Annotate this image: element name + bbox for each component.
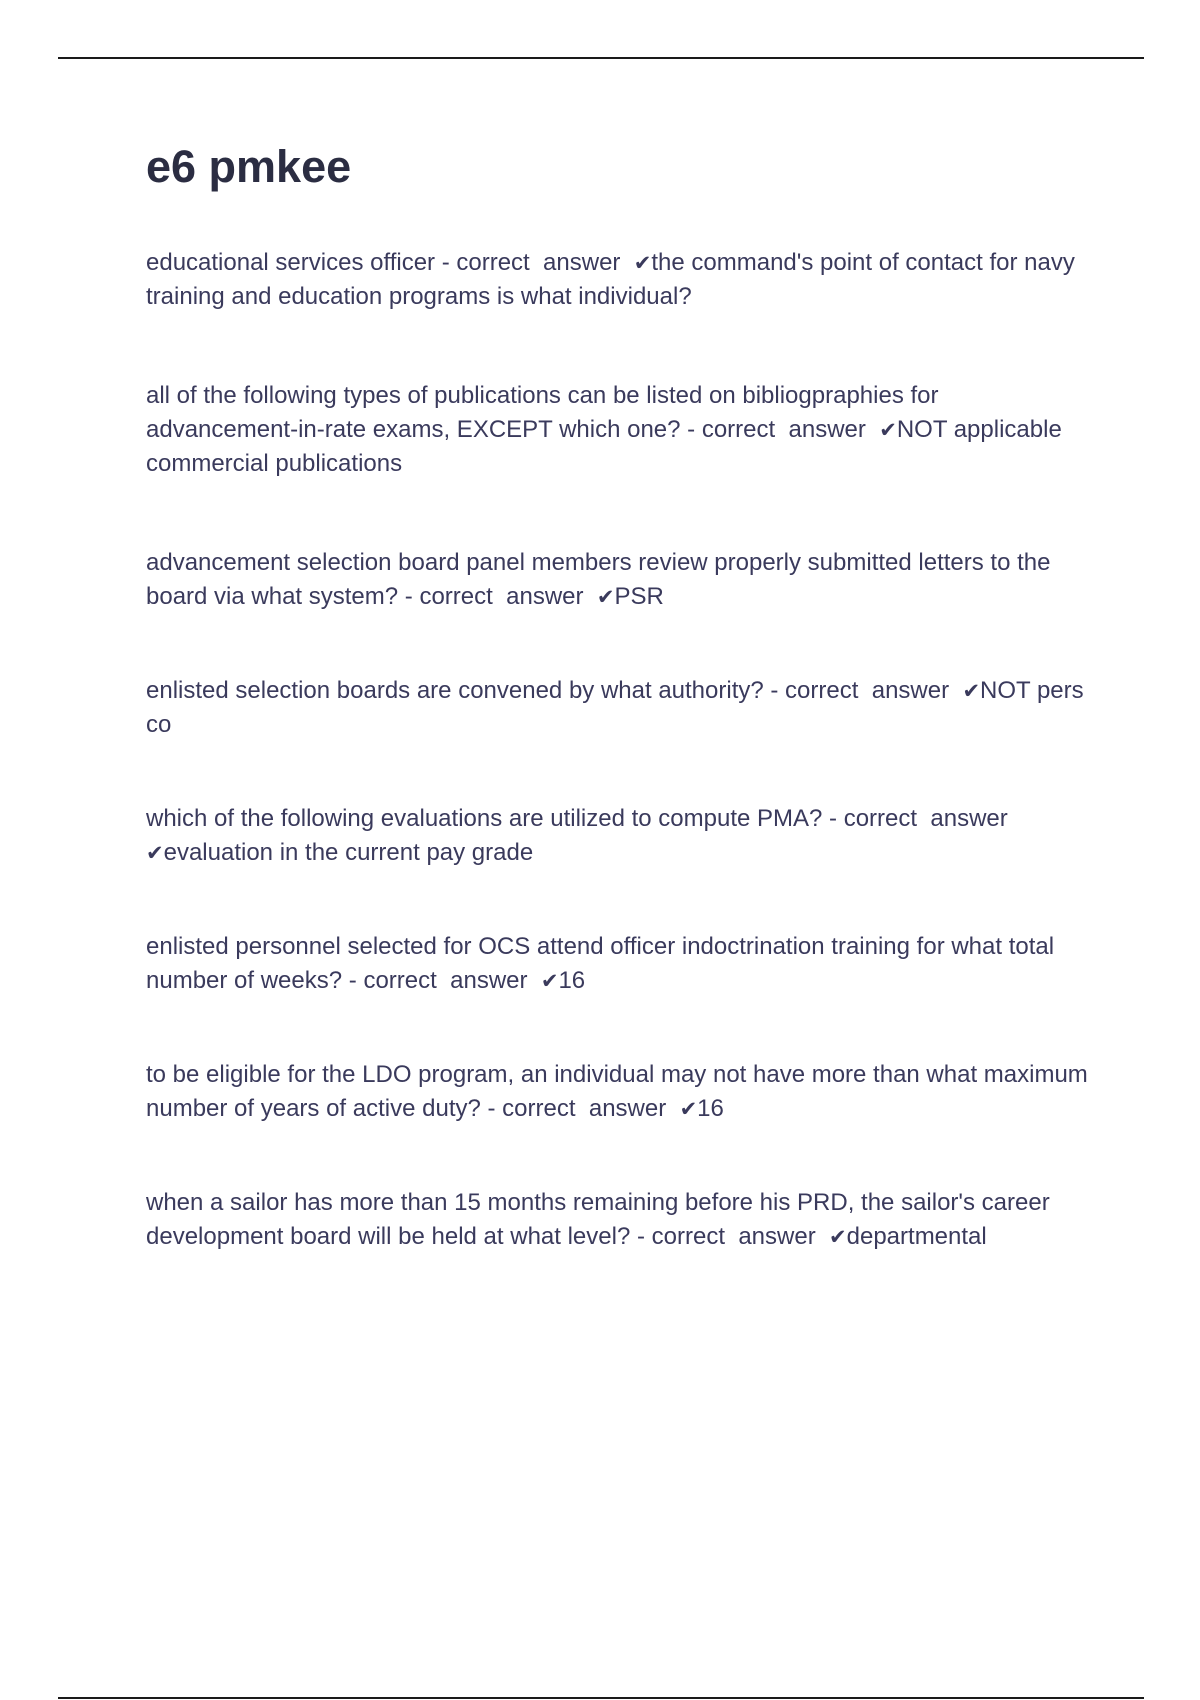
question-text: educational services officer	[146, 249, 436, 276]
question-text: which of the following evaluations are utilized to compute PMA?	[146, 805, 823, 832]
question-text: all of the following types of publications can be listed on bibliogpraphies for advancement-in-rate exams, EXCEPT which one?	[146, 382, 946, 443]
footer-rule	[58, 1697, 1144, 1699]
question-text: when a sailor has more than 15 months remaining before his PRD, the sailor's career development board will be held at what level?	[146, 1189, 1057, 1250]
separator-text: - correct answer	[680, 416, 880, 443]
answer-text: 16	[558, 967, 586, 994]
separator-text: - correct answer	[398, 583, 597, 610]
answer-text: PSR	[614, 583, 664, 610]
checkmark-icon: ✔	[633, 251, 652, 275]
list-item	[146, 930, 1096, 998]
checkmark-icon: ✔	[146, 841, 164, 865]
question-text: advancement selection board panel members review properly submitted letters to the board via what system?	[146, 549, 1058, 610]
answer-text: NOT pers co	[146, 677, 1091, 738]
checkmark-icon: ✔	[540, 969, 559, 993]
question-text: to be eligible for the LDO program, an individual may not have more than what maximum number of years of active duty?	[146, 1061, 1095, 1122]
separator-text: - correct answer	[763, 677, 963, 704]
list-item	[146, 546, 1096, 614]
answer-text: the command's point of contact for navy training and education programs is what individual?	[146, 249, 1082, 310]
checkmark-icon: ✔	[596, 585, 615, 609]
page-title: e6 pmkee	[146, 141, 352, 192]
separator-text: - correct answer	[630, 1223, 830, 1250]
checkmark-icon: ✔	[829, 1225, 847, 1249]
answer-text: NOT applicable commercial publications	[146, 416, 1069, 477]
answer-text: evaluation in the current pay grade	[163, 839, 534, 866]
list-item	[146, 246, 1096, 314]
separator-text: - correct answer	[480, 1095, 680, 1122]
list-item	[146, 674, 1096, 742]
list-item	[146, 802, 1096, 870]
question-text: enlisted personnel selected for OCS attend officer indoctrination training for what total number of weeks?	[146, 933, 1061, 994]
answer-text: departmental	[846, 1223, 987, 1250]
list-item	[146, 379, 1096, 481]
separator-text: - correct answer	[435, 249, 634, 276]
header-rule	[58, 57, 1144, 59]
qa-list	[146, 246, 1096, 1254]
answer-text: 16	[697, 1095, 724, 1122]
list-item	[146, 1058, 1096, 1126]
checkmark-icon: ✔	[679, 1097, 698, 1121]
document-body	[146, 140, 1096, 1319]
checkmark-icon: ✔	[879, 418, 897, 442]
separator-text: - correct answer	[822, 805, 1022, 832]
separator-text: - correct answer	[342, 967, 541, 994]
checkmark-icon: ✔	[962, 679, 981, 703]
question-text: enlisted selection boards are convened by what authority?	[146, 677, 764, 704]
list-item	[146, 1186, 1096, 1254]
